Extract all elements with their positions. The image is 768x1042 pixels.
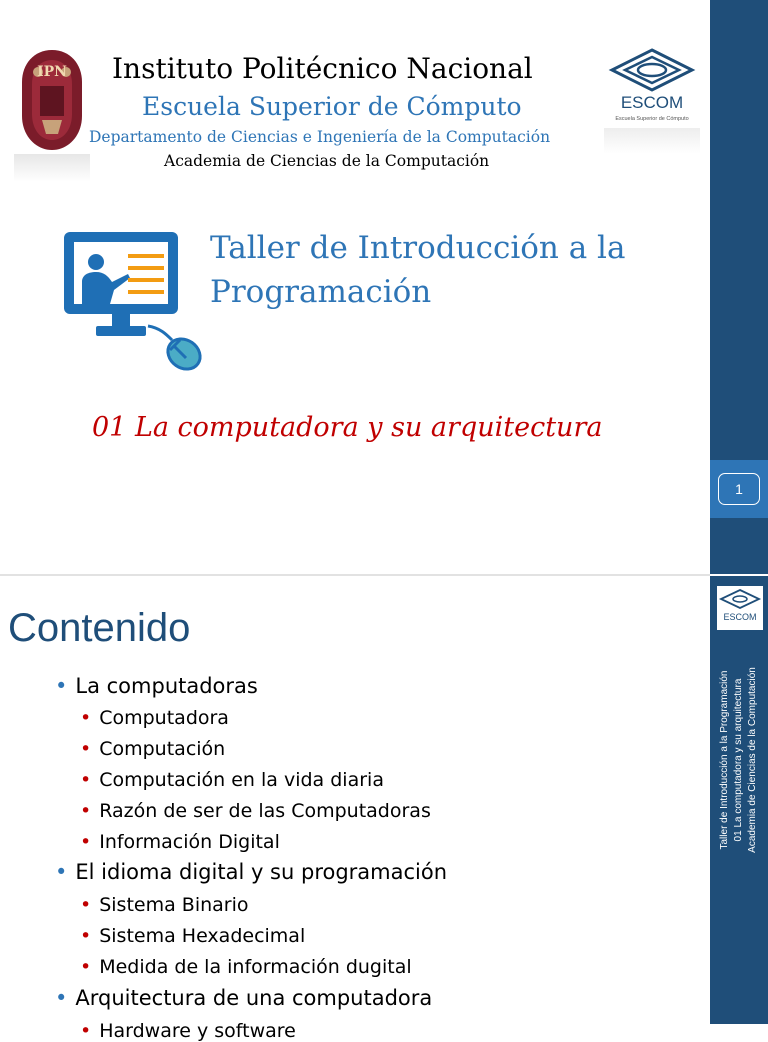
course-title: Taller de Introducción a la Programación <box>210 230 626 310</box>
page-number: 1 <box>718 473 760 505</box>
toc-subitem: • Medida de la información dugital <box>80 956 412 978</box>
svg-text:IPN: IPN <box>37 64 67 80</box>
toc-subitem: • Hardware y software <box>80 1020 296 1042</box>
toc-subitem: • Computación <box>80 738 226 760</box>
escom-logo <box>604 46 700 128</box>
school-name: Escuela Superior de Cómputo <box>142 92 522 121</box>
toc-subitem: • Computadora <box>80 707 229 729</box>
svg-text:Escuela Superior de Cómputo: Escuela Superior de Cómputo <box>615 116 689 122</box>
sidebar-caption-course: Taller de Introducción a la Programación <box>719 670 730 850</box>
department-name: Departamento de Ciencias e Ingeniería de la Computación <box>89 128 551 146</box>
presentation-computer-icon <box>62 230 204 374</box>
escom-logo-reflection <box>604 128 700 154</box>
lesson-subtitle: 01 La computadora y su arquitectura <box>92 412 603 443</box>
academy-name: Academia de Ciencias de la Computación <box>164 152 490 170</box>
ipn-logo-reflection <box>14 154 90 182</box>
toc-subitem: • Razón de ser de las Computadoras <box>80 800 431 822</box>
escom-mini-logo <box>717 586 763 630</box>
svg-text:ESCOM: ESCOM <box>620 93 684 112</box>
contents-slide <box>0 576 710 1042</box>
toc-subitem: • Computación en la vida diaria <box>80 769 384 791</box>
toc-item: • El idioma digital y su programación <box>55 860 448 884</box>
toc-subitem: • Sistema Binario <box>80 894 249 916</box>
sidebar-caption-academy: Academia de Ciencias de la Computación <box>747 667 758 853</box>
institution-name: Instituto Politécnico Nacional <box>112 52 533 85</box>
toc-subitem: • Información Digital <box>80 831 280 853</box>
page-number-tab <box>710 460 768 518</box>
contents-heading: Contenido <box>8 606 191 650</box>
toc-item: • Arquitectura de una computadora <box>55 986 433 1010</box>
ipn-logo <box>14 46 90 154</box>
toc-item: • La computadoras <box>55 674 258 698</box>
toc-subitem: • Sistema Hexadecimal <box>80 925 306 947</box>
sidebar-caption-lesson: 01 La computadora y su arquitectura <box>733 678 744 842</box>
svg-text:ESCOM: ESCOM <box>723 612 757 622</box>
